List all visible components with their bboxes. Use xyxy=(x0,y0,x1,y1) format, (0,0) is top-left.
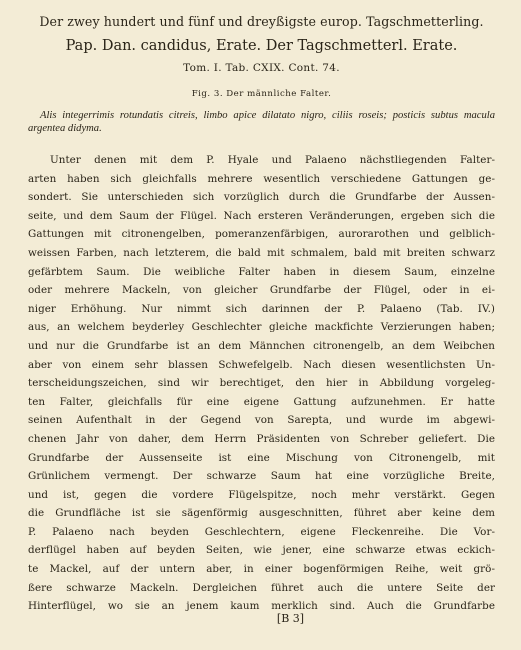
running-title: Der zwey hundert und fünf und dreyßigste europ. Tagschmetterling. xyxy=(39,14,484,29)
signature-mark: [B 3] xyxy=(276,612,305,625)
body-line: sondert. Sie unterschieden sich vorzüglich durch die Grundfarbe der Aussen- xyxy=(28,191,495,204)
body-line: derflügel haben auf beyden Seiten, wie jener, eine schwarze etwas eckich- xyxy=(28,544,495,557)
body-line: seinen Aufenthalt in der Gegend von Sarepta, und wurde im abgewi- xyxy=(28,414,495,427)
body-line: Hinterflügel, wo sie an jenem kaum merklich sind. Auch die Grundfarbe xyxy=(28,600,495,613)
body-line: ßere schwarze Mackeln. Dergleichen führet auch die untere Seite der xyxy=(28,581,495,594)
body-line: niger Erhöhung. Nur nimmt sich darinnen der P. Palaeno (Tab. IV.) xyxy=(28,302,495,315)
body-line: die Grundfläche ist sie sägenförmig ausgeschnitten, führet aber keine dem xyxy=(28,507,495,520)
body-line: oder mehrere Mackeln, von gleicher Grundfarbe der Flügel, oder in ei- xyxy=(28,284,495,297)
body-line: und nur die Grundfarbe ist an dem Männchen citronengelb, an dem Weibchen xyxy=(28,339,495,352)
body-line: terscheidungszeichen, sind wir berechtiget, den hier in Abbildung vorgeleg- xyxy=(28,377,495,390)
figure-caption: Fig. 3. Der männliche Falter. xyxy=(191,89,332,99)
body-line: Unter denen mit dem P. Hyale und Palaeno nächstliegenden Falter- xyxy=(50,154,495,166)
body-line: P. Palaeno nach beyden Geschlechtern, eigene Fleckenreihe. Die Vor- xyxy=(28,525,495,538)
body-line: chenen Jahr von daher, dem Herrn Präsidenten von Schreber geliefert. Die xyxy=(28,432,495,445)
body-line: gefärbtem Saum. Die weibliche Falter haben in diesem Saum, einzelne xyxy=(28,265,495,278)
body-line: seite, und dem Saum der Flügel. Nach ersteren Veränderungen, ergeben sich die xyxy=(28,209,495,222)
plate-reference: Tom. I. Tab. CXIX. Cont. 74. xyxy=(183,62,340,74)
body-text xyxy=(28,151,495,616)
body-line: und ist, gegen die vordere Flügelspitze, noch mehr verstärkt. Gegen xyxy=(28,488,495,501)
page-signature xyxy=(0,612,521,626)
body-line: te Mackel, auf der untern aber, in einer bogenförmigen Reihe, weit grö- xyxy=(28,563,495,576)
body-line: weissen Farben, nach letzterem, die bald mit schmalem, bald mit breiten schwarz xyxy=(28,246,495,259)
body-line: Grundfarbe der Aussenseite ist eine Mischung von Citronengelb, mit xyxy=(28,451,495,464)
body-line: Grünlichem vermengt. Der schwarze Saum hat eine vorzügliche Breite, xyxy=(28,470,495,483)
species-title: Pap. Dan. candidus, Erate. Der Tagschmetterl. Erate. xyxy=(65,38,458,54)
body-line: arten haben sich gleichfalls mehrere wesentlich verschiedene Gattungen ge- xyxy=(28,172,495,185)
body-line: ten Falter, gleichfalls für eine eigene Gattung aufzunehmen. Er hatte xyxy=(28,395,495,408)
body-line: Gattungen mit citronengelben, pomeranzenfärbigen, aurorarothen und gelblich- xyxy=(28,228,495,241)
body-line: aus, an welchem beyderley Geschlechter gleiche mackfichte Verzierungen haben; xyxy=(28,321,495,334)
latin-diagnosis: Alis integerrimis rotundatis citreis, limbo apice dilatato nigro, ciliis roseis; posticis subtus macula argentea didyma. xyxy=(28,110,495,134)
body-line: aber von einem sehr blassen Schwefelgelb. Nach diesen wesentlichsten Un- xyxy=(28,358,495,371)
